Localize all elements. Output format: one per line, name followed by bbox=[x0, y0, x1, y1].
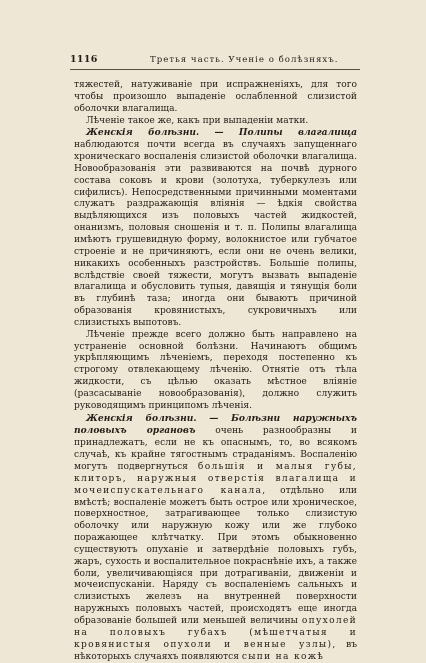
text-run: Лѣченіе такое же, какъ при выпаденіи матки. bbox=[86, 115, 309, 126]
paragraph-p3 bbox=[74, 127, 357, 329]
header-rule bbox=[70, 69, 360, 70]
text-run: тяжестей, натуживаніе при испражненіяхъ, для того чтобы произошло выпаденіе ослабленной слизистой оболочки влагалища. bbox=[74, 80, 357, 114]
spaced-emphasis: большія и малыя губы, клиторъ, наружныя отверстія влагалища и мочеиспускательнаго канала bbox=[74, 462, 357, 496]
body-text bbox=[74, 80, 357, 663]
text-run: , въ нѣкоторыхъ случаяхъ появляются bbox=[74, 639, 357, 662]
spaced-emphasis: опухолей на половыхъ губахъ (мѣшетчатыя и кровянистыя опухоли и венные узлы) bbox=[74, 615, 357, 650]
text-run: Лѣченіе прежде всего должно быть направлено на устраненіе основной болѣзни. Начинаютъ общимъ укрѣпляющимъ лѣченіемъ, переходя постепенно къ строгому отвлекающему лѣченію. Отнятіе отъ тѣла жидкости, съ цѣлью оказать мѣстное вліяніе (разсасываніе новообразованія), должно служить руководящимъ принципомъ лѣченія. bbox=[74, 329, 357, 411]
spaced-emphasis: сыпи на кожѣ bbox=[241, 651, 325, 662]
section-heading: Женскія болѣзни. — Полипы влагалища bbox=[86, 127, 357, 139]
text-run: , отдѣльно или вмѣстѣ; воспаленіе можетъ быть острое или хроническое, поверхностное, затрагивающее только слизистую оболочку или наружную кожу или же глубоко поражающее клѣтчатку. При этомъ обыкновенно существуютъ опуханіе и затвердѣніе половыхъ губъ, жаръ, сухость и воспалительное покраснѣніе ихъ, а также боли, увеличивающіяся при дотрагиваніи, движеніи и мочеиспусканіи. Наряду съ воспаленіемъ сальныхъ и слизистыхъ железъ на внутренней поверхности наружныхъ половыхъ частей, происходятъ еще иногда образованіе большей или меньшей величины bbox=[74, 485, 357, 626]
paragraph-p4 bbox=[74, 330, 357, 413]
page-header bbox=[70, 53, 358, 67]
section-heading: Женскія болѣзни. — Болѣзни наружныхъ половыхъ органовъ bbox=[74, 412, 357, 437]
text-run: наблюдаются почти всегда въ случаяхъ запущеннаго хроническаго воспаленія слизистой оболочки влагалища. Новообразованія эти развиваются на почвѣ дурного состава соковъ и крови (золотуха, туберкулезъ или сифилисъ). Непосредственными причинными моментами служатъ раздражающія вліянія — ѣдкія свойства выдѣляющихся изъ половыхъ частей жидкостей, онанизмъ, половыя сношенія и т. п. Полипы влагалища имѣютъ грушевидную форму, волокнистое или губчатое строеніе и не причиняютъ, если они не очень велики, никакихъ особенныхъ разстройствъ. Большіе полипы, вслѣдствіе своей тяжести, могутъ вызвать выпаденіе влагалища и обусловить тупыя, давящія и тянущія боли въ глубинѣ таза; иногда они бываютъ причиной образованія кровянистыхъ, сукровичныхъ или слизистыхъ выпотовъ. bbox=[74, 140, 357, 328]
paragraph-p2 bbox=[74, 116, 357, 128]
paragraph-p5 bbox=[74, 413, 357, 663]
text-run: очень разнообразны и принадлежатъ, если не къ опаснымъ, то, во всякомъ случаѣ, къ крайне тягостнымъ страданіямъ. Воспаленію могутъ подвергнуться bbox=[74, 426, 357, 472]
page-number: 1116 bbox=[70, 54, 98, 65]
paragraph-p1 bbox=[74, 80, 357, 116]
running-head: Третья часть. Ученіе о болѣзняхъ. bbox=[150, 55, 339, 65]
